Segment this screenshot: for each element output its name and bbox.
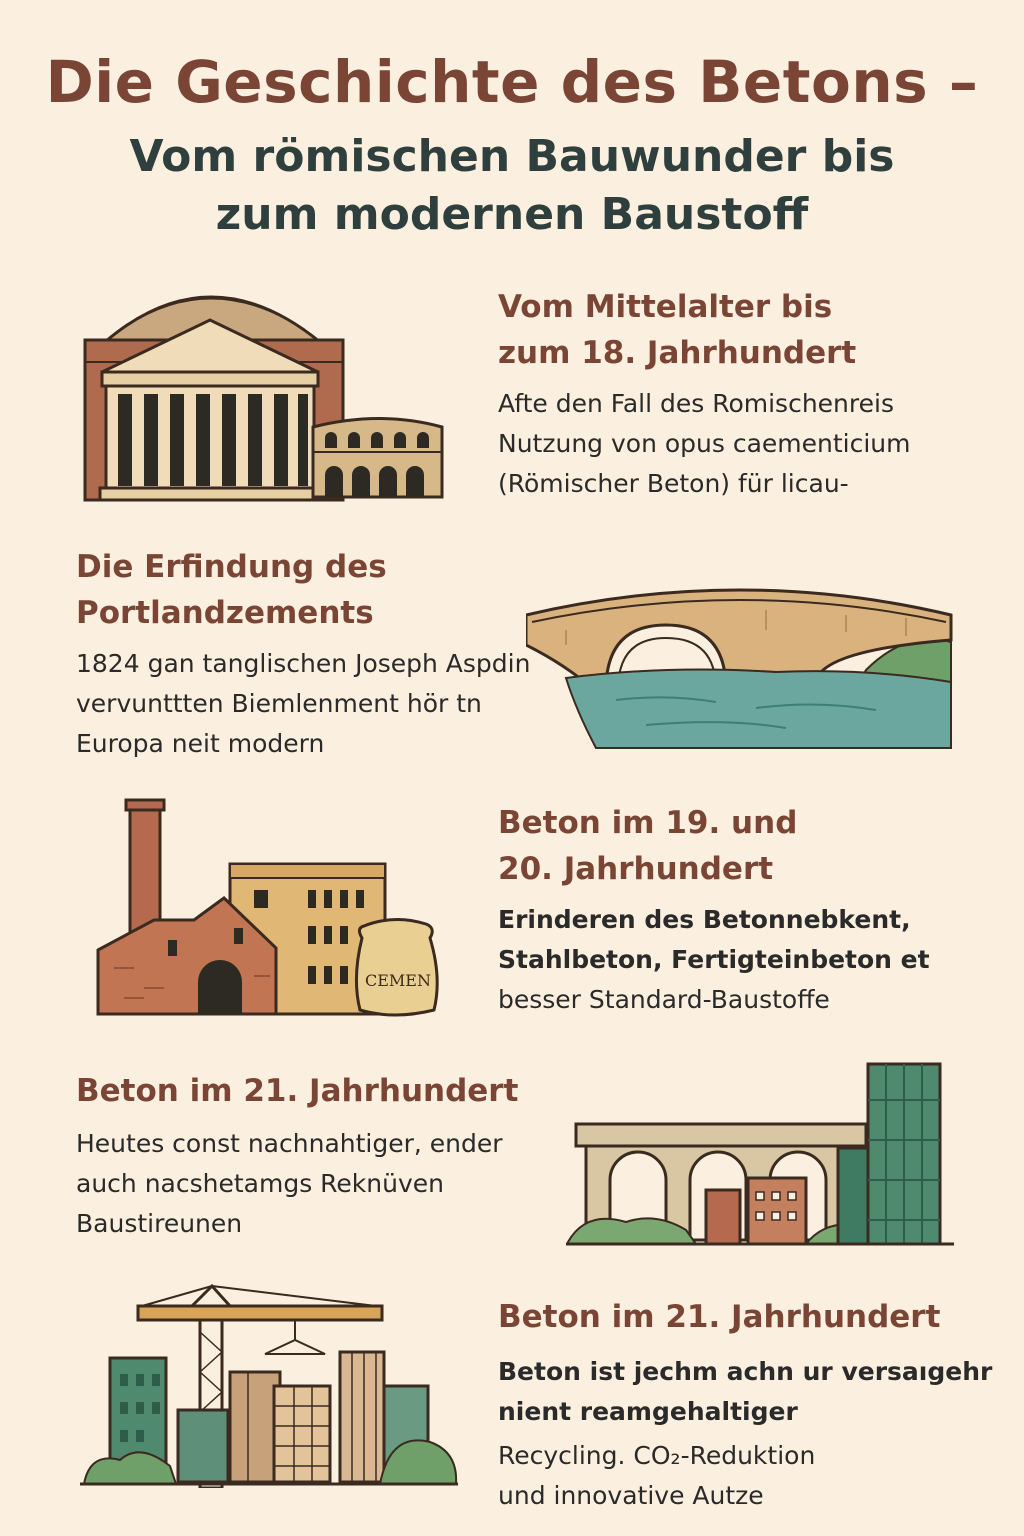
section-4-body-line-2: auch nacshetamgs Reknüven [76, 1169, 444, 1198]
section-2-body-line-2: vervunttten Biemlenment hör tn [76, 689, 482, 718]
section-2-body-line-1: 1824 gan tanglischen Joseph Aspdin [76, 649, 531, 678]
aqueduct-tower-illustration [566, 1060, 956, 1248]
section-2-body [76, 644, 530, 764]
page-title: Die Geschichte des Betons – [45, 48, 979, 116]
section-5-body-line-2: nient reamgehaltiger [498, 1397, 798, 1426]
section-2-body-line-3: Europa neit modern [76, 729, 325, 758]
section-1-body-line-1: Afte den Fall des Romischenreis [498, 389, 894, 418]
section-5-heading-line-1: Beton im 21. Jahrhundert [498, 1299, 941, 1335]
section-2-heading [76, 544, 387, 636]
section-1-heading-line-1: Vom Mittelalter bis [498, 289, 833, 325]
section-1-body-line-3: (Römischer Beton) für licau- [498, 469, 849, 498]
section-3-body-line-3: besser Standard-Baustoffe [498, 985, 830, 1014]
subtitle-line-1: Vom römischen Bauwunder bis [129, 131, 895, 182]
section-4-body-line-1: Heutes const nachnahtiger, ender [76, 1129, 503, 1158]
crane-city-illustration [80, 1282, 460, 1488]
section-3-body-line-1: Erinderen des Betonnebkent, [498, 905, 911, 934]
section-4-heading-line-1: Beton im 21. Jahrhundert [76, 1073, 519, 1109]
section-5-heading [498, 1294, 940, 1340]
section-3-body-line-2: Stahlbeton, Fertigteinbeton et [498, 945, 930, 974]
section-5-body-line-4: und innovative Autze [498, 1481, 764, 1510]
section-1-heading [498, 284, 856, 376]
section-4-heading [76, 1068, 518, 1114]
section-3-heading-line-2: 20. Jahrhundert [498, 851, 774, 887]
section-1-body-line-2: Nutzung von opus caementicium [498, 429, 911, 458]
section-3-heading-line-1: Beton im 19. und [498, 805, 798, 841]
cement-bag-label: CEMEN [365, 971, 431, 990]
section-1-heading-line-2: zum 18. Jahrhundert [498, 335, 857, 371]
factory-illustration [94, 798, 446, 1020]
section-5-body-line-1: Beton ist jechm achn ur versaıgehr [498, 1357, 993, 1386]
section-3-heading [498, 800, 797, 892]
section-5-body-line-3: Recycling. CO₂-Reduktion [498, 1441, 816, 1470]
section-1-body [498, 384, 911, 504]
section-4-body-line-3: Baustireunen [76, 1209, 243, 1238]
section-2-heading-line-1: Die Erfindung des [76, 549, 387, 585]
section-3-body [498, 900, 930, 1020]
section-2-heading-line-2: Portlandzements [76, 595, 374, 631]
arch-bridge-illustration [526, 570, 956, 750]
page-subtitle [0, 128, 1024, 244]
section-5-body [498, 1352, 992, 1516]
pantheon-colosseum-illustration [80, 262, 450, 507]
subtitle-line-2: zum modernen Baustoff [215, 189, 809, 240]
section-4-body [76, 1124, 503, 1244]
